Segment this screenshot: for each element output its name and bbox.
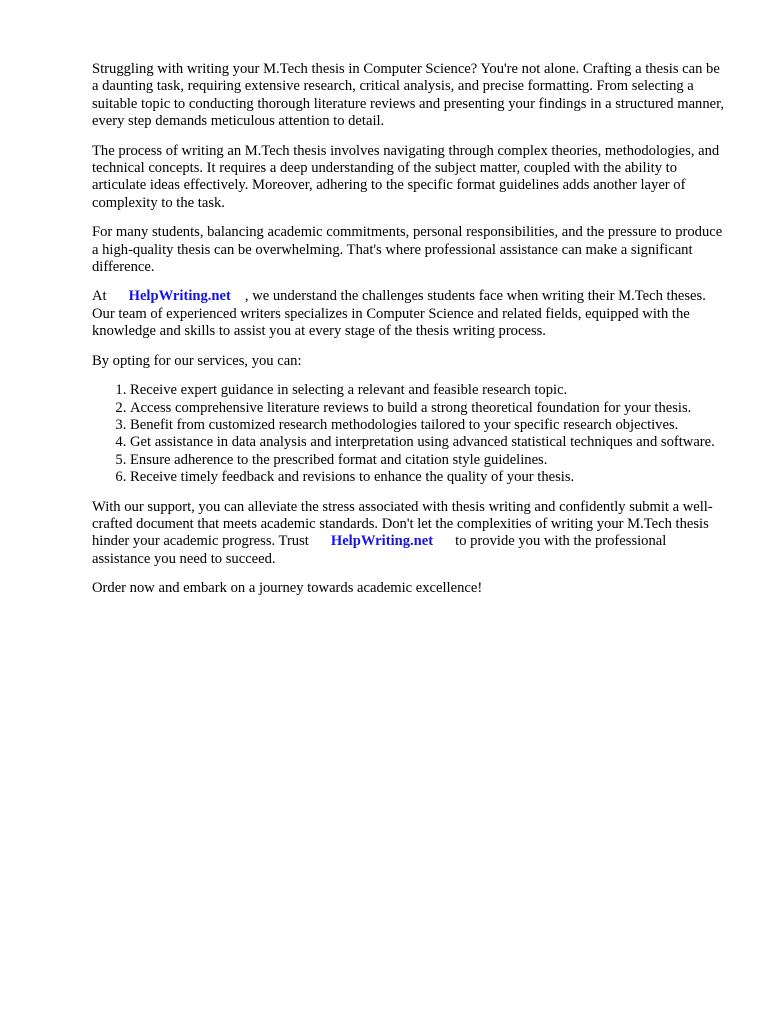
list-item: 2. Access comprehensive literature reviews to build a strong theoretical foundation for your thesis. <box>130 400 726 417</box>
paragraph-call-to-action: Order now and embark on a journey towards academic excellence! <box>92 580 483 597</box>
about-body-text: , we understand the challenges students face when writing their M.Tech theses. Our team of experienced writers specializes in Computer Science and related fields, equipped with the knowledge and skills to assist you at every stage of the thesis writing process. <box>92 288 706 340</box>
paragraph-students: For many students, balancing academic commitments, personal responsibilities, and the pressure to produce a high-quality thesis can be overwhelming. That's where professional assistance can make a significant difference. <box>92 224 723 276</box>
list-item: 1. Receive expert guidance in selecting a relevant and feasible research topic. <box>130 382 726 399</box>
paragraph-services-intro: By opting for our services, you can: <box>92 352 302 369</box>
paragraph-process: The process of writing an M.Tech thesis involves navigating through complex theories, methodologies, and technical concepts. It requires a deep understanding of the subject matter, coupled with the ability to articulate ideas effectively. Moreover, adhering to the specific format guidelines adds another layer of complexity to the task. <box>92 142 720 211</box>
document-page <box>92 61 726 610</box>
about-lead-text: At <box>92 288 107 305</box>
list-item: 6. Receive timely feedback and revisions to enhance the quality of your thesis. <box>130 469 726 486</box>
paragraph-support <box>92 499 726 569</box>
list-item: 5. Ensure adherence to the prescribed format and citation style guidelines. <box>130 452 726 469</box>
services-list <box>92 382 726 486</box>
paragraph-intro: Struggling with writing your M.Tech thesis in Computer Science? You're not alone. Crafting a thesis can be a daunting task, requiring extensive research, critical analysis, and precise formatting. From selecting a suitable topic to conducting thorough literature reviews and presenting your findings in a structured manner, every step demands meticulous attention to detail. <box>92 61 725 130</box>
helpwriting-link-2[interactable]: HelpWriting.net <box>330 533 434 550</box>
paragraph-about <box>92 288 726 340</box>
list-item: 4. Get assistance in data analysis and interpretation using advanced statistical techniques and software. <box>130 434 726 451</box>
list-item: 3. Benefit from customized research methodologies tailored to your specific research objectives. <box>130 417 726 434</box>
helpwriting-link[interactable]: HelpWriting.net <box>128 288 231 305</box>
support-body-text: With our support, you can alleviate the stress associated with thesis writing and confidently submit a well-crafted document that meets academic standards. Don't let the complexities of writing your M.Tech thesis hinder your academic progress. Trust <box>92 498 713 550</box>
support-closing-text: to provide you with the professional assistance you need to succeed. <box>92 533 667 567</box>
